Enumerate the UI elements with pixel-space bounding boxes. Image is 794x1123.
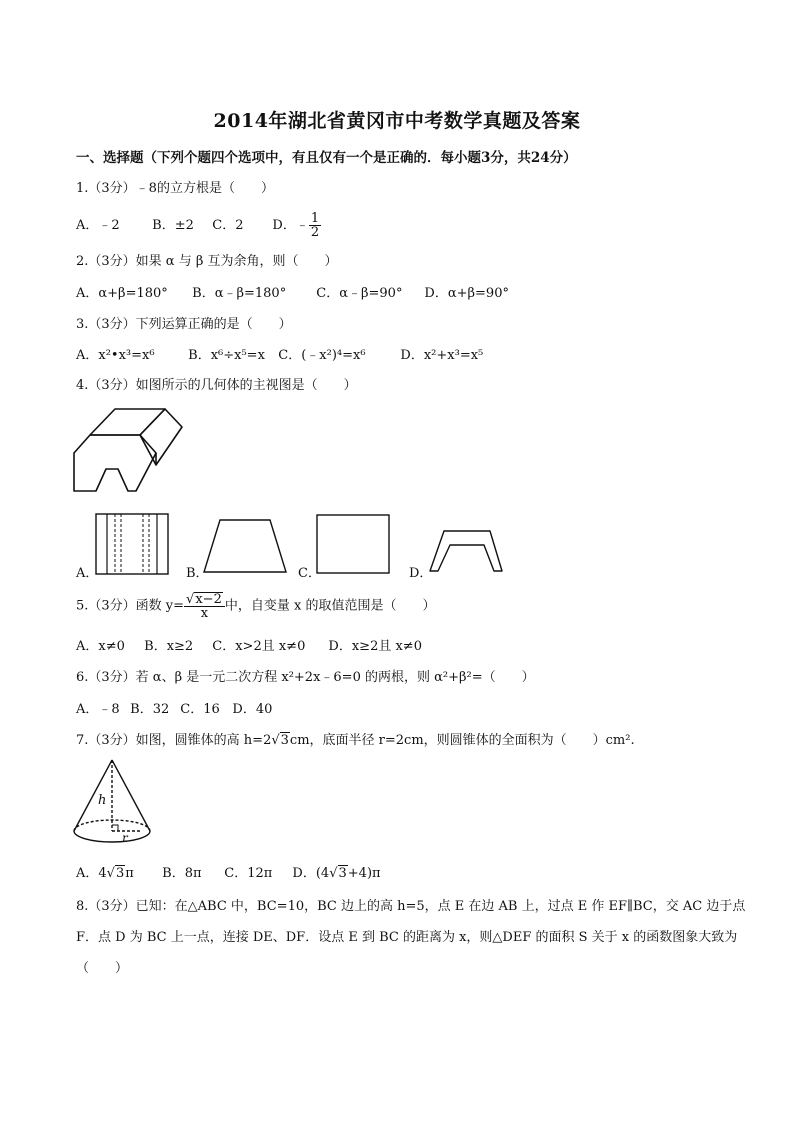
q4-solid-figure [70,405,190,497]
question-8-line-2: F．点 D 为 BC 上一点，连接 DE、DF．设点 E 到 BC 的距离为 x，则△DEF 的面积 S 关于 x 的函数图象大致为 [76,930,738,945]
q7-cone-figure [70,757,154,849]
q4-option-b-figure [202,518,288,574]
q5-option-b: B．x≥2 [144,639,194,654]
question-6-options [76,698,272,717]
q6-option-b: B．32 [130,702,170,717]
q4-option-c-label: C． [298,566,321,581]
q7-fig-label-h: h [98,793,107,808]
q4-option-d-figure [428,527,504,575]
q5-fraction: $\frac{√x-2}{x}$ [184,592,225,620]
q2-option-d: D．α+β=90° [424,286,509,301]
q7-fig-label-r: r [122,831,128,845]
q6-option-a: A．﹣8 [76,702,120,717]
q7-option-b: B．8π [162,866,202,881]
q1-fraction: $\frac{1}{2}$ [310,211,320,240]
question-6-stem: 6.（3分）若 α、β 是一元二次方程 x²+2x﹣6=0 的两根，则 α²+β²=（ ） [76,670,535,685]
question-3-stem: 3.（3分）下列运算正确的是（ ） [76,317,292,332]
question-4-stem: 4.（3分）如图所示的几何体的主视图是（ ） [76,378,357,393]
q5-option-a: A．x≠0 [76,639,125,654]
question-5-options [76,635,422,654]
question-8-line-3: （ ） [76,961,129,976]
q7-option-d: D．(4√3+4)π [292,866,381,881]
question-1-options [76,212,321,239]
q2-option-a: A．α+β=180° [76,286,168,301]
q3-option-c: C．(﹣x²)⁴=x⁶ [278,348,366,363]
q1-option-b: B．±2 [152,218,194,233]
q7-option-c: C．12π [224,866,273,881]
q3-option-a: A．x²•x³=x⁶ [76,348,155,363]
q5-option-d: D．x≥2且 x≠0 [328,639,422,654]
question-5-stem: 5.（3分）函数 y= $\frac{√x-2}{x}$ 中，自变量 x 的取值范围是（ ） [76,592,436,621]
section-heading: 一、选择题（下列个题四个选项中，有且仅有一个是正确的．每小题3分，共24分） [76,150,577,166]
q1-option-a: A．﹣2 [76,218,120,233]
q5-option-c: C．x>2且 x≠0 [212,639,306,654]
question-2-stem: 2.（3分）如果 α 与 β 互为余角，则（ ） [76,254,338,269]
question-8-line-1: 8.（3分）已知：在△ABC 中，BC=10，BC 边上的高 h=5，点 E 在边 AB 上，过点 E 作 EF∥BC，交 AC 边于点 [76,899,746,914]
q1-option-c: C．2 [212,218,244,233]
question-2-options [76,282,509,301]
q7-option-a: A．4√3π [76,866,134,881]
q3-option-d: D．x²+x³=x⁵ [400,348,484,363]
question-7-options [76,862,381,881]
q4-option-b-label: B． [186,566,209,581]
question-3-options [76,344,483,363]
q4-option-a-figure [95,513,169,575]
question-1-stem: 1.（3分）﹣8的立方根是（ ） [76,181,274,196]
q2-option-c: C．α﹣β=90° [316,286,403,301]
page-title: 2014年湖北省黄冈市中考数学真题及答案 [213,110,581,132]
q4-option-a-label: A． [76,566,99,581]
q6-option-d: D．40 [232,702,273,717]
q4-option-d-label: D． [409,566,433,581]
question-7-stem: 7.（3分）如图，圆锥体的高 h=2√3cm，底面半径 r=2cm，则圆锥体的全面积为（ ）cm². [76,733,635,748]
q6-option-c: C．16 [180,702,220,717]
q4-option-c-figure [316,514,390,574]
q2-option-b: B．α﹣β=180° [192,286,287,301]
q1-option-d: D．﹣ $\frac{1}{2}$ [272,211,320,240]
q3-option-b: B．x⁶÷x⁵=x [188,348,265,363]
